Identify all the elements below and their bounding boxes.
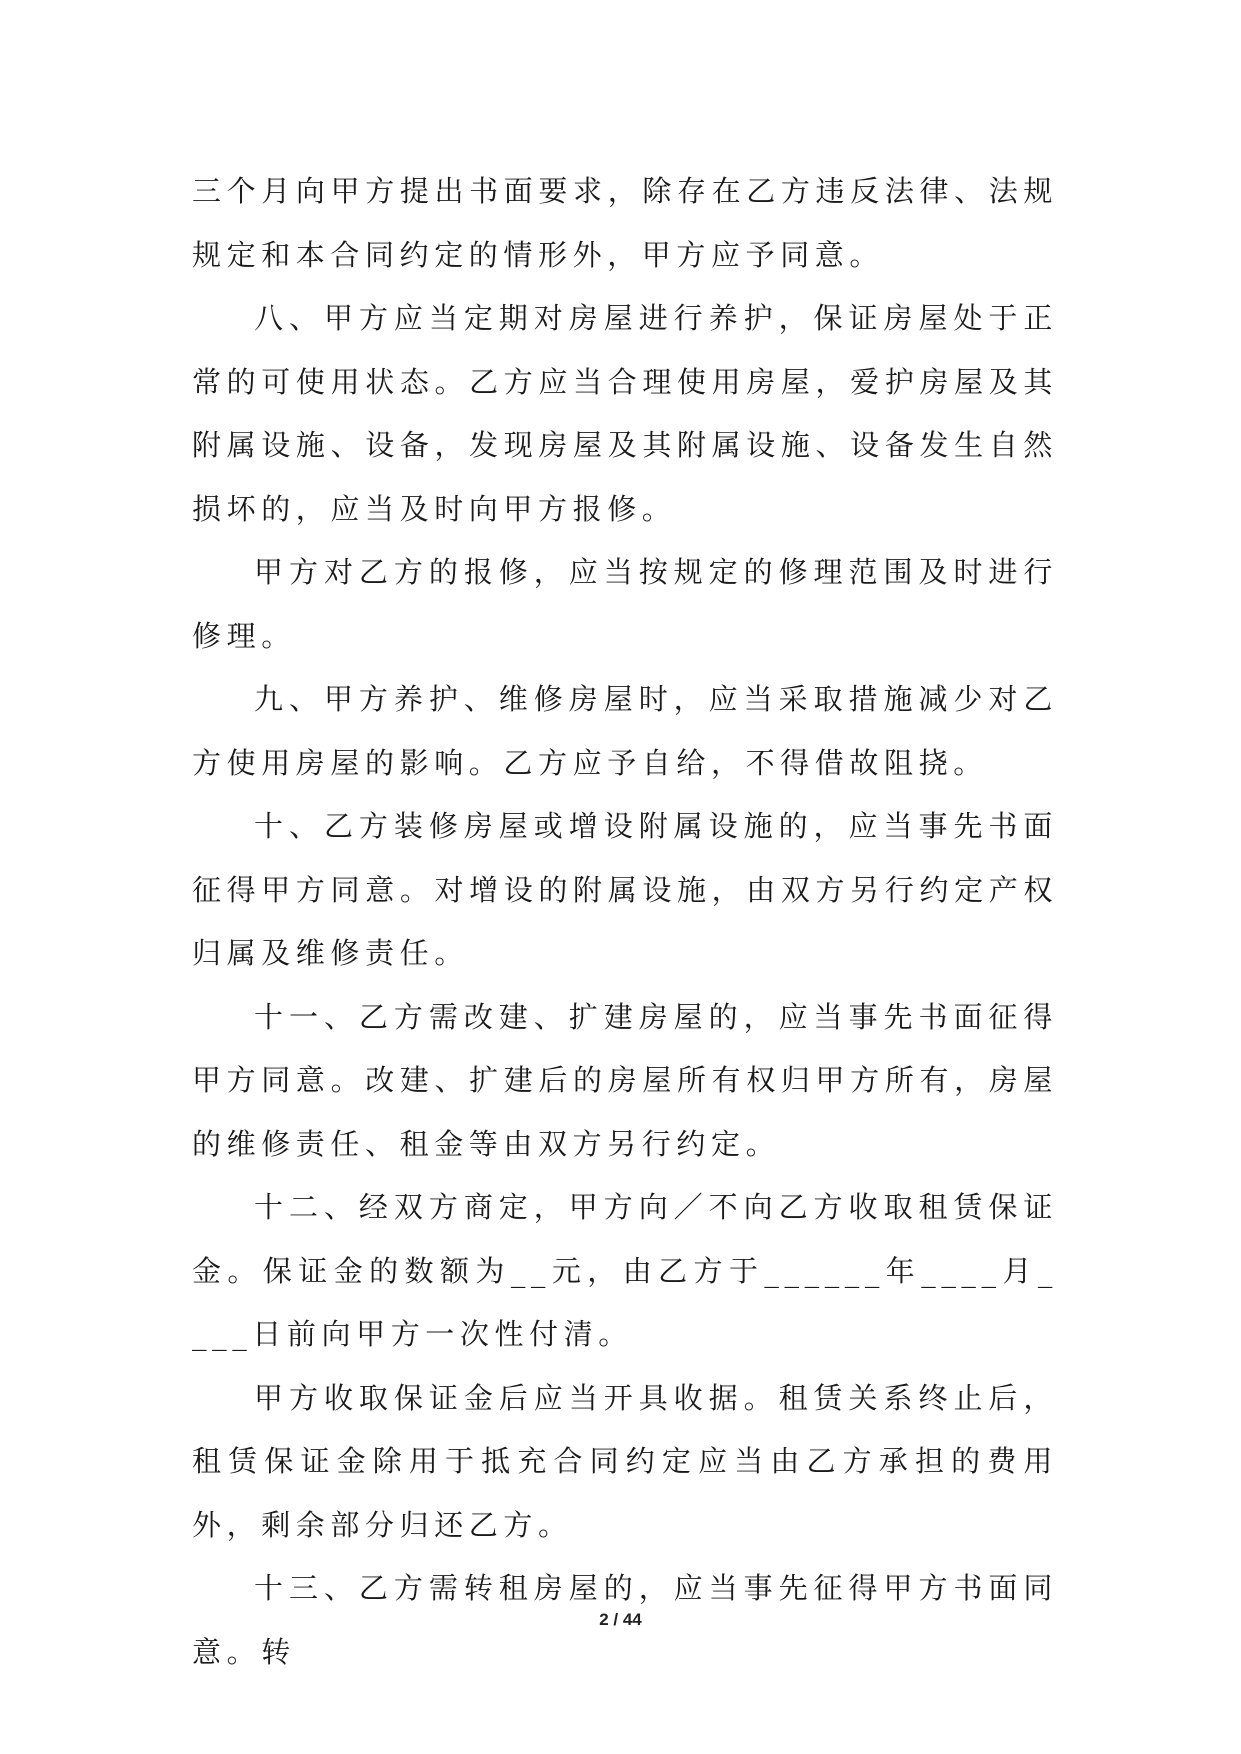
paragraph-6: 十一、乙方需改建、扩建房屋的，应当事先书面征得甲方同意。改建、扩建后的房屋所有权归甲方所有，房屋的维修责任、租金等由双方另行约定。 [192, 999, 1058, 1161]
paragraph-5: 十、乙方装修房屋或增设附属设施的，应当事先书面征得甲方同意。对增设的附属设施，由双方另行约定产权归属及维修责任。 [192, 809, 1058, 970]
paragraph-9: 十三、乙方需转租房屋的，应当事先征得甲方书面同意。转 [192, 1571, 1058, 1669]
paragraph-3: 甲方对乙方的报修，应当按规定的修理范围及时进行修理。 [192, 555, 1058, 653]
paragraph-8: 甲方收取保证金后应当开具收据。租赁关系终止后，租赁保证金除用于抵充合同约定应当由乙方承担的费用外，剩余部分归还乙方。 [192, 1380, 1058, 1542]
paragraph-2: 八、甲方应当定期对房屋进行养护，保证房屋处于正常的可使用状态。乙方应当合理使用房屋，爱护房屋及其附属设施、设备，发现房屋及其附属设施、设备发生自然损坏的，应当及时向甲方报修。 [192, 301, 1058, 526]
paragraph-1: 三个月向甲方提出书面要求，除存在乙方违反法律、法规规定和本合同约定的情形外，甲方应予同意。 [192, 174, 1058, 272]
paragraph-4: 九、甲方养护、维修房屋时，应当采取措施减少对乙方使用房屋的影响。乙方应予自给，不得借故阻挠。 [192, 682, 1058, 780]
document-body [192, 160, 1058, 1684]
paragraph-7: 十二、经双方商定，甲方向／不向乙方收取租赁保证金。保证金的数额为__元，由乙方于______年____月____日前向甲方一次性付清。 [192, 1190, 1058, 1351]
page-number: 2 / 44 [599, 1610, 642, 1629]
